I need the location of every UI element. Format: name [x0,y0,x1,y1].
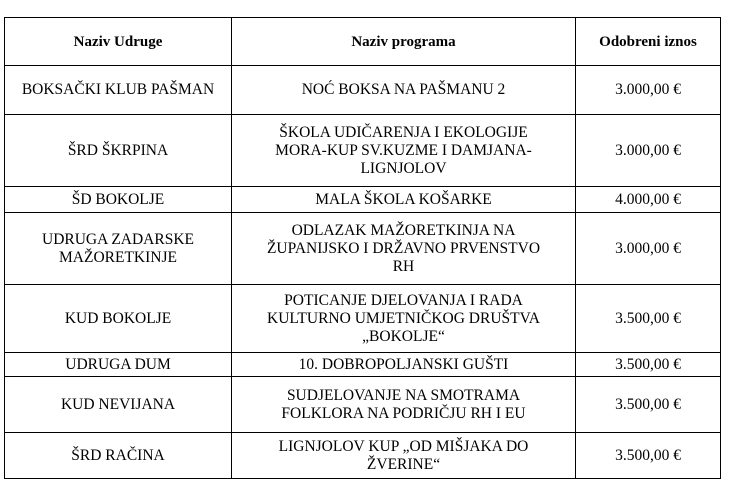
table-row [5,213,721,285]
program-line: ODLAZAK MAŽORETKINJA NA [291,221,516,239]
program-cell [232,433,576,479]
association-cell [5,115,232,187]
association-line: KUD NEVIJANA [60,395,176,413]
program-line: NOĆ BOKSA NA PAŠMANU 2 [301,81,506,98]
amount-cell: 3.000,00 € [576,213,721,285]
program-line: KULTURNO UMJETNIČKOG DRUŠTVA [267,309,540,327]
association-line: MAŽORETKINJE [59,248,177,266]
table-row [5,285,721,353]
table-row [5,377,721,433]
association-line: ŠRD ŠKRPINA [67,141,169,159]
table-row [5,353,721,377]
program-cell [232,353,576,377]
table-row [5,66,721,115]
program-line: RH [392,257,415,275]
program-cell [232,115,576,187]
program-line: POTICANJE DJELOVANJA I RADA [284,291,523,309]
association-line: UDRUGA ZADARSKE [42,230,194,248]
program-line: SUDJELOVANJE NA SMOTRAMA [286,386,521,404]
program-cell [232,213,576,285]
program-line: ŽVERINE“ [366,455,441,473]
program-cell [232,377,576,433]
amount-cell: 3.500,00 € [576,377,721,433]
amount-cell: 3.500,00 € [576,433,721,479]
table-row [5,433,721,479]
program-line: FOLKLORA NA PODRIČJU RH I EU [281,404,526,422]
association-cell [5,433,232,479]
amount-cell: 3.500,00 € [576,285,721,353]
program-line: LIGNJOLOV KUP „OD MIŠJAKA DO [278,437,529,455]
association-cell [5,213,232,285]
header-program: Naziv programa [232,18,576,66]
program-cell [232,285,576,353]
association-cell [5,285,232,353]
program-line: 10. DOBROPOLJANSKI GUŠTI [298,355,509,373]
program-line: ŠKOLA UDIČARENJA I EKOLOGIJE [279,123,528,141]
amount-cell: 3.000,00 € [576,66,721,115]
table-header-row [5,18,721,66]
program-line: MALA ŠKOLA KOŠARKE [315,190,492,208]
program-line: LIGNJOLOV [360,159,447,177]
program-line: MORA-KUP SV.KUZME I DAMJANA- [275,141,532,159]
table-row [5,115,721,187]
amount-cell: 4.000,00 € [576,187,721,213]
header-amount: Odobreni iznos [576,18,721,66]
program-cell [232,66,576,115]
association-cell [5,66,232,115]
program-line: „BOKOLJE“ [362,327,445,345]
program-line: ŽUPANIJSKO I DRŽAVNO PRVENSTVO [266,239,541,257]
association-line: UDRUGA DUM [65,355,171,373]
association-cell [5,353,232,377]
amount-cell: 3.500,00 € [576,353,721,377]
amount-cell: 3.000,00 € [576,115,721,187]
header-association: Naziv Udruge [5,18,232,66]
association-cell [5,377,232,433]
grants-table [4,17,721,479]
association-line: ŠRD RAČINA [71,446,165,464]
program-cell [232,187,576,213]
table-row [5,187,721,213]
association-line: ŠD BOKOLJE [71,190,165,208]
association-line: KUD BOKOLJE [64,309,172,327]
association-cell [5,187,232,213]
association-line: BOKSAČKI KLUB PAŠMAN [21,81,215,98]
